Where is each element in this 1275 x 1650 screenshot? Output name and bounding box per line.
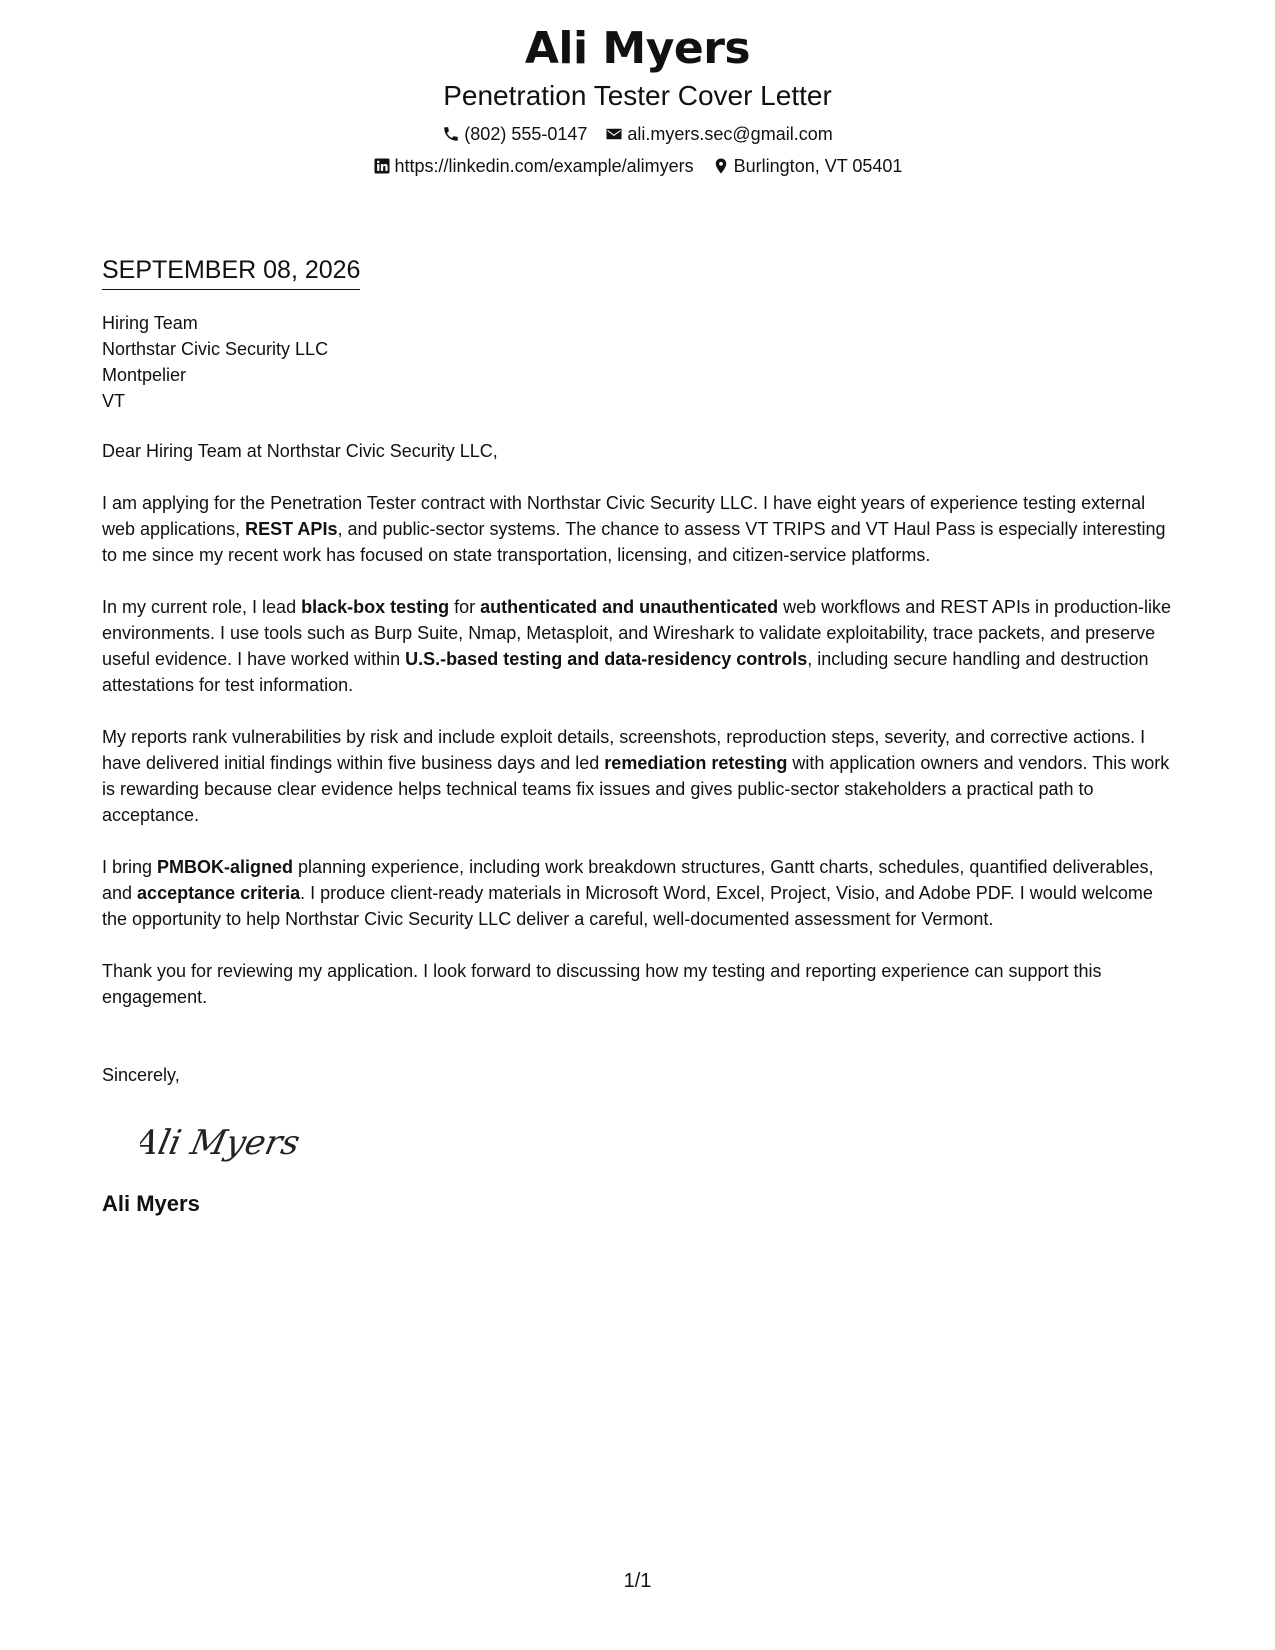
signature (140, 1116, 330, 1168)
paragraph-text: I bring (102, 857, 158, 877)
emphasized-text: PMBOK-aligned (157, 857, 294, 877)
document-subtitle: Penetration Tester Cover Letter (443, 80, 832, 111)
emphasized-text: authenticated and unauthenticated (480, 597, 779, 617)
letter-paragraphs (102, 490, 1178, 1010)
body-paragraph (102, 958, 1178, 1010)
paragraph-text: In my current role, I lead (102, 597, 302, 617)
svg-text:Ali Myers: Ali Myers (140, 1123, 304, 1163)
paragraph-text: My reports rank vulnerabilities by risk and include exploit details, screenshots, reproduction steps, severity, and corrective actions. I have delivered initial findings within five business days and led (102, 727, 1146, 773)
closing: Sincerely, (102, 1065, 180, 1085)
page-number: 1/1 (623, 1570, 652, 1592)
envelope-icon (605, 125, 623, 143)
linkedin-url[interactable]: https://linkedin.com/example/alimyers (394, 156, 694, 176)
body-paragraph (102, 594, 1178, 698)
paragraph-text: . I produce client-ready materials in Microsoft Word, Excel, Project, Visio, and Adobe PDF. I would welcome the opportunity to help Northstar Civic Security LLC deliver a careful, well-documented assessment for Vermont. (102, 883, 1153, 929)
emphasized-text: black-box testing (301, 597, 450, 617)
contact-email (605, 122, 832, 146)
recipient-line: Northstar Civic Security LLC (102, 339, 329, 359)
paragraph-text: planning experience, including work breakdown structures, Gantt charts, schedules, quantified deliverables, and (102, 857, 1154, 903)
map-pin-icon (712, 157, 730, 175)
contact-line-2 (0, 154, 1275, 178)
emphasized-text: remediation retesting (604, 753, 788, 773)
body-paragraph (102, 724, 1178, 828)
recipient-line: Hiring Team (102, 313, 198, 333)
letter-date: SEPTEMBER 08, 2026 (102, 254, 360, 290)
paragraph-text: , including secure handling and destruction attestations for test information. (102, 649, 1149, 695)
paragraph-text: Thank you for reviewing my application. I look forward to discussing how my testing and reporting experience can support this engagement. (102, 961, 1102, 1007)
emphasized-text: REST APIs (245, 519, 338, 539)
emphasized-text: U.S.-based testing and data-residency controls (405, 649, 808, 669)
phone-number: (802) 555-0147 (464, 124, 588, 144)
paragraph-text: , and public-sector systems. The chance to assess VT TRIPS and VT Haul Pass is especially interesting to me since my recent work has focused on state transportation, licensing, and citizen-service platforms. (102, 519, 1166, 565)
contact-linkedin (373, 154, 694, 178)
linkedin-icon (373, 157, 391, 175)
contact-location (712, 154, 903, 178)
paragraph-text: web workflows and REST APIs in production-like environments. I use tools such as Burp Suite, Nmap, Metasploit, and Wireshark to validate exploitability, trace packets, and preserve useful evidence. I have worked within (102, 597, 1172, 669)
location-text: Burlington, VT 05401 (733, 156, 903, 176)
applicant-name: Ali Myers (524, 23, 751, 74)
recipient-line: VT (102, 391, 126, 411)
email-address: ali.myers.sec@gmail.com (627, 124, 833, 144)
paragraph-text: I am applying for the Penetration Tester contract with Northstar Civic Security LLC. I have eight years of experience testing external web applications, (102, 493, 1146, 539)
signer-name: Ali Myers (102, 1191, 200, 1216)
contact-line-1 (0, 122, 1275, 146)
letter-body (102, 254, 1178, 1218)
body-paragraph (102, 490, 1178, 568)
paragraph-text: with application owners and vendors. This work is rewarding because clear evidence helps technical teams fix issues and gives public-sector stakeholders a practical path to acceptance. (102, 753, 1170, 825)
phone-icon (442, 125, 460, 143)
salutation: Dear Hiring Team at Northstar Civic Security LLC, (102, 441, 498, 461)
handwritten-signature (140, 1116, 330, 1168)
recipient-line: Montpelier (102, 365, 187, 385)
emphasized-text: acceptance criteria (137, 883, 301, 903)
body-paragraph (102, 854, 1178, 932)
contact-phone (442, 122, 587, 146)
recipient-block (102, 310, 1178, 414)
paragraph-text: for (449, 597, 481, 617)
letter-header (0, 0, 1275, 178)
